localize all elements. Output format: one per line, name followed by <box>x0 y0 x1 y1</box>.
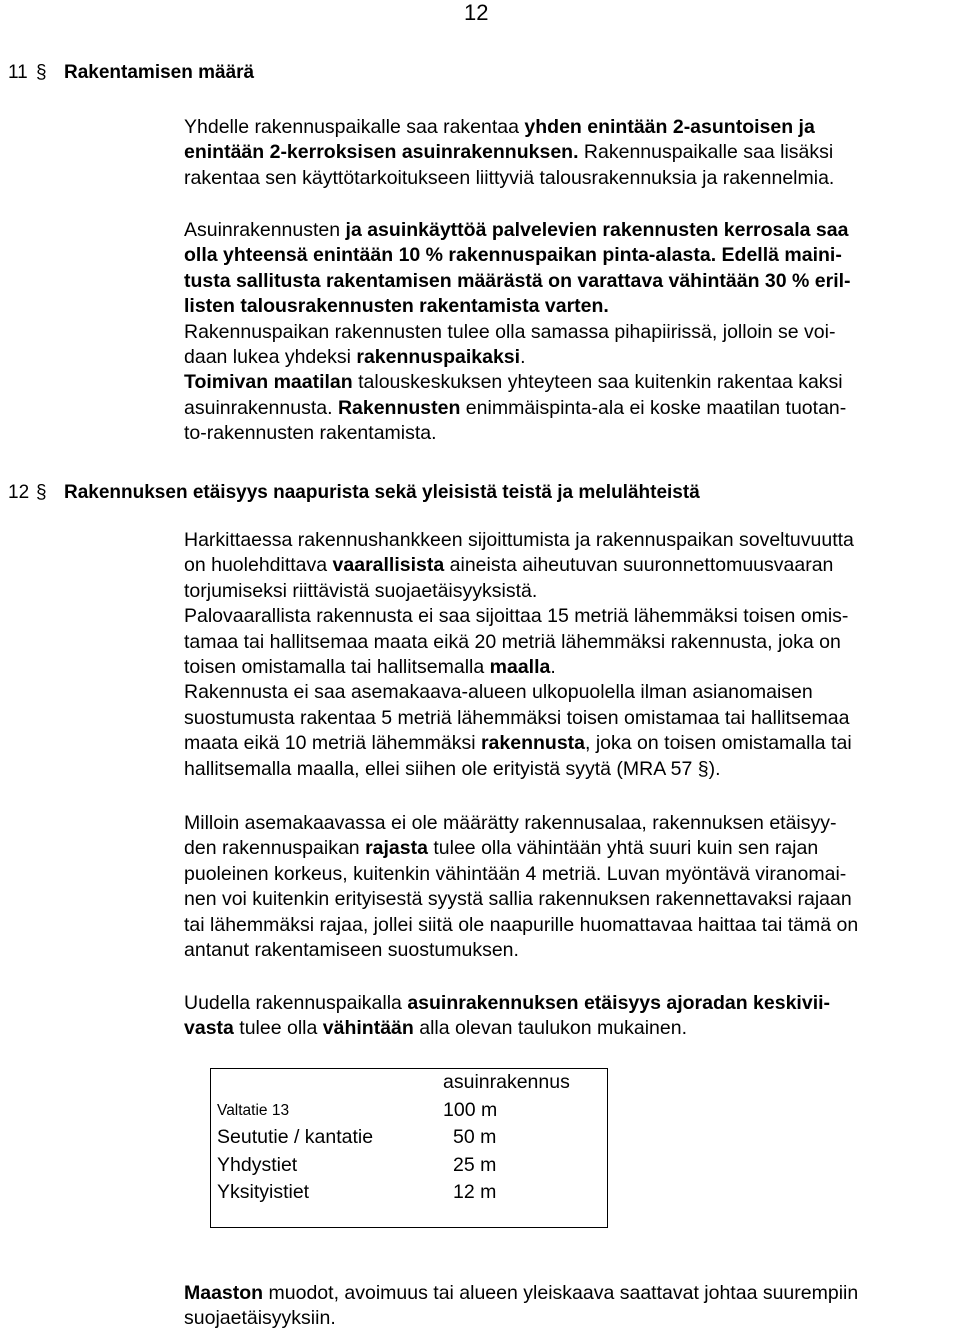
bold-text: tusta sallitusta rakentamisen määrästä on varattava vähintään 30 % eril- <box>184 269 851 292</box>
bold-text: ja asuinkäyttöä palvelevien rakennusten kerrosala saa <box>345 219 849 241</box>
text-run: daan lukea yhdeksi <box>184 346 357 369</box>
table-header-cell: asuinrakennus <box>443 1071 570 1093</box>
text-line <box>184 862 954 887</box>
text-line <box>184 1306 954 1331</box>
text-run: Milloin asemakaavassa ei ole määrätty rakennusalaa, rakennuksen etäisyy- <box>184 812 837 834</box>
text-line <box>184 528 954 553</box>
text-line <box>184 166 954 191</box>
text-line <box>184 553 954 578</box>
text-run: nen voi kuitenkin erityisestä syystä sallia rakennuksen rakennettavaksi rajaan <box>184 888 852 911</box>
text-line <box>184 887 954 912</box>
text-run: tai lähemmäksi rajaa, jollei siitä ole naapurille huomattavaa haittaa tai tämä on <box>184 913 859 936</box>
text-line <box>184 706 954 731</box>
text-line <box>184 630 954 655</box>
text-line <box>184 811 954 836</box>
bold-text: Maaston <box>184 1282 264 1304</box>
text-run: tamaa tai hallitsemaa maata eikä 20 metriä lähemmäksi rakennusta, joka on <box>184 630 841 653</box>
section-12-paragraph-1 <box>184 528 954 782</box>
text-run: tulee olla <box>233 1017 323 1040</box>
text-run: . <box>550 656 556 679</box>
text-line <box>184 938 954 963</box>
section-number: 11 <box>8 62 28 83</box>
text-run: suojaetäisyyksiin. <box>184 1307 336 1330</box>
section-12-heading <box>8 482 700 504</box>
bold-text: olla yhteensä enintään 10 % rakennuspaikan pinta-alasta. <box>184 244 717 267</box>
section-12-paragraph-4 <box>184 1281 954 1332</box>
text-run: maata eikä 10 metriä lähemmäksi <box>184 732 481 755</box>
section-11-heading <box>8 62 254 84</box>
table-header-row <box>211 1069 608 1097</box>
text-run: aineista aiheutuvan suuronnettomuusvaaran <box>444 554 834 577</box>
text-run: enimmäispinta-ala ei koske maatilan tuotan- <box>460 396 847 419</box>
road-type-cell: Seututie / kantatie <box>217 1126 374 1149</box>
text-run: tulee olla vähintään yhtä suuri kuin sen rajan <box>427 837 819 860</box>
text-line <box>184 396 954 421</box>
text-run: Palovaarallista rakennusta ei saa sijoittaa 15 metriä lähemmäksi toisen omis- <box>184 605 849 628</box>
text-run: Harkittaessa rakennushankkeen sijoittumista ja rakennuspaikan soveltuvuutta <box>184 529 854 551</box>
bold-text: vasta <box>184 1017 234 1040</box>
text-line <box>184 655 954 680</box>
distance-cell: 100 m <box>443 1098 498 1121</box>
bold-text: maalla <box>489 656 551 679</box>
distance-cell: 12 m <box>453 1181 497 1204</box>
text-line <box>184 243 954 268</box>
text-run: § <box>697 757 709 780</box>
text-line <box>184 579 954 604</box>
road-type-cell: Yksityistiet <box>217 1181 310 1204</box>
text-run: , joka on toisen omistamalla tai <box>585 732 852 755</box>
text-line <box>184 115 954 140</box>
section-number: 12 <box>8 482 30 503</box>
table-row <box>211 1152 608 1180</box>
text-run: to-rakennusten rakentamista. <box>184 422 437 445</box>
text-line <box>184 345 954 370</box>
bold-text: Rakennusten <box>337 396 461 419</box>
text-line <box>184 1016 954 1041</box>
text-run: den rakennuspaikan <box>184 837 366 860</box>
road-type-cell: Valtatie 13 <box>217 1101 290 1119</box>
bold-text: rakennuspaikaksi <box>356 346 521 369</box>
page-number: 12 <box>464 0 489 25</box>
text-run: muodot, avoimuus tai alueen yleiskaava saattavat johtaa suurempiin <box>263 1282 859 1304</box>
bold-text: Edellä maini- <box>716 244 842 267</box>
text-line <box>184 913 954 938</box>
bold-text: vaarallisista <box>332 554 445 577</box>
text-run: Rakennuspaikan rakennusten tulee olla samassa pihapiirissä, jolloin se voi- <box>184 320 836 343</box>
bold-text: rajasta <box>365 837 428 860</box>
text-run: Rakennusta ei saa asemakaava-alueen ulkopuolella ilman asianomaisen <box>184 681 813 704</box>
section-11-paragraph-1 <box>184 115 954 191</box>
road-type-cell: Yhdystiet <box>217 1153 298 1176</box>
text-line <box>184 680 954 705</box>
section-12-paragraph-3 <box>184 991 954 1042</box>
text-run: toisen omistamalla tai hallitsemalla <box>184 656 490 679</box>
text-line <box>184 991 954 1016</box>
text-line <box>184 269 954 294</box>
distance-table <box>210 1068 608 1228</box>
text-line <box>184 294 954 319</box>
section-symbol: § <box>36 482 47 503</box>
text-run: Uudella rakennuspaikalla <box>184 992 408 1014</box>
text-run: puoleinen korkeus, kuitenkin vähintään 4 metriä. Luvan myöntävä viranomai- <box>184 862 847 885</box>
distance-cell: 25 m <box>453 1153 497 1176</box>
text-line <box>184 604 954 629</box>
bold-text: listen talousrakennusten rakentamista varten. <box>184 295 609 318</box>
text-run: Rakennuspaikalle saa lisäksi <box>578 141 834 164</box>
text-run: antanut rakentamiseen suostumuksen. <box>184 939 519 962</box>
text-run: Yhdelle rakennuspaikalle saa rakentaa <box>184 116 525 138</box>
text-line <box>184 320 954 345</box>
text-line <box>184 421 954 446</box>
bold-text: asuinrakennuksen etäisyys ajoradan keskivii- <box>407 992 831 1014</box>
text-run: rakentaa sen käyttötarkoitukseen liittyviä talousrakennuksia ja rakennelmia. <box>184 166 835 189</box>
text-line <box>184 731 954 756</box>
text-line <box>184 140 954 165</box>
text-run: ). <box>708 757 721 780</box>
text-run: Asuinrakennusten <box>184 219 346 241</box>
text-line <box>184 757 954 782</box>
section-symbol: § <box>36 62 47 83</box>
text-line <box>184 218 954 243</box>
section-title: Rakennuksen etäisyys naapurista sekä yleisistä teistä ja melulähteistä <box>64 482 700 503</box>
text-run: on huolehdittava <box>184 554 333 577</box>
bold-text: Toimivan maatilan <box>184 371 353 394</box>
text-line <box>184 370 954 395</box>
distance-cell: 50 m <box>453 1126 497 1149</box>
text-run: suostumusta rakentaa 5 metriä lähemmäksi toisen omistamaa tai hallitsemaa <box>184 706 850 729</box>
bold-text: enintään 2-kerroksisen asuinrakennuksen. <box>184 141 579 164</box>
text-line <box>184 1281 954 1306</box>
text-run: talouskeskuksen yhteyteen saa kuitenkin rakentaa kaksi <box>352 371 843 394</box>
bold-text: rakennusta <box>480 732 586 755</box>
table-row <box>211 1124 608 1152</box>
section-12-paragraph-2 <box>184 811 954 963</box>
table-row <box>211 1179 608 1207</box>
text-run: hallitsemalla maalla, ellei siihen ole erityistä syytä (MRA 57 <box>184 757 698 780</box>
section-title: Rakentamisen määrä <box>64 62 255 83</box>
text-run: alla olevan taulukon mukainen. <box>413 1017 687 1040</box>
bold-text: vähintään <box>322 1017 414 1040</box>
text-run: . <box>520 346 526 369</box>
section-11-paragraph-2 <box>184 218 954 447</box>
text-run: torjumiseksi riittävistä suojaetäisyyksistä. <box>184 579 538 602</box>
text-run: asuinrakennusta. <box>184 396 338 419</box>
bold-text: yhden enintään 2-asuntoisen ja <box>524 116 815 138</box>
table-row <box>211 1097 608 1125</box>
text-line <box>184 836 954 861</box>
